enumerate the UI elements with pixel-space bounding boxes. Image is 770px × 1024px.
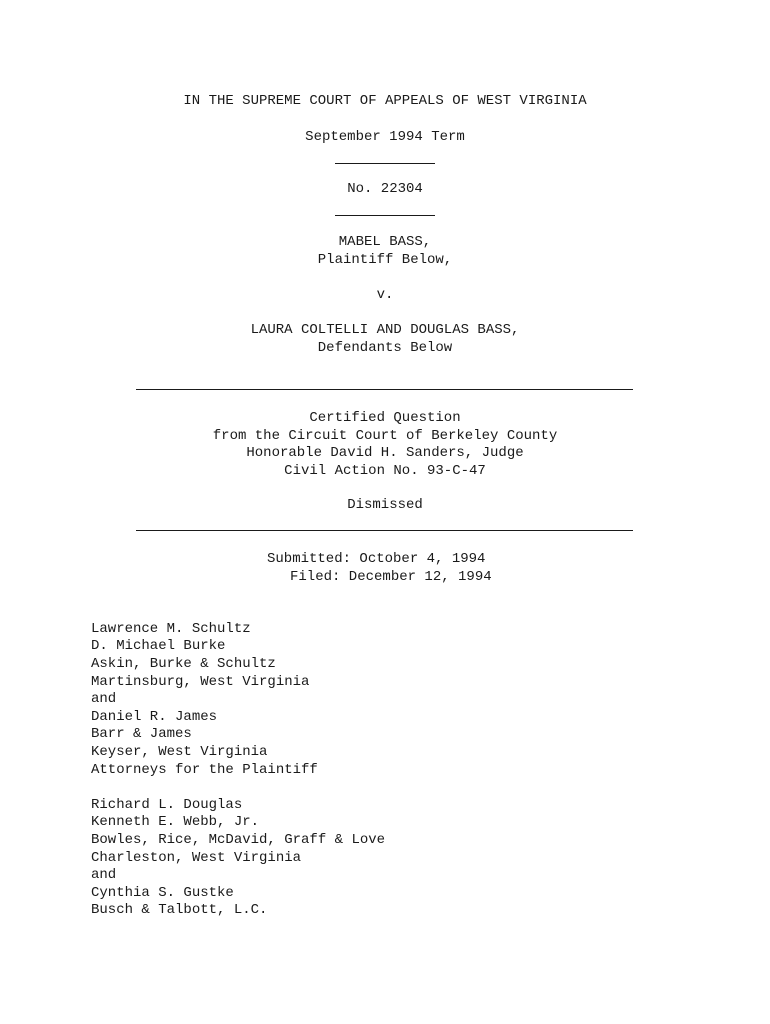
counsel-line: Attorneys for the Plaintiff	[91, 762, 318, 778]
counsel-line: Martinsburg, West Virginia	[91, 674, 310, 690]
proceeding-type: Certified Question	[309, 410, 461, 426]
counsel-line: Bowles, Rice, McDavid, Graff & Love	[91, 832, 386, 848]
counsel-line: D. Michael Burke	[91, 638, 226, 654]
disposition: Dismissed	[347, 497, 423, 513]
counsel-line: Daniel R. James	[91, 709, 218, 725]
submitted-date: Submitted: October 4, 1994	[267, 551, 486, 567]
counsel-line: and	[91, 867, 117, 883]
defendants-role: Defendants Below	[317, 340, 453, 356]
proceeding-judge: Honorable David H. Sanders, Judge	[246, 445, 524, 461]
plaintiff-name: MABEL BASS,	[338, 234, 432, 250]
counsel-line: Busch & Talbott, L.C.	[91, 902, 268, 918]
counsel-line: Richard L. Douglas	[91, 797, 243, 813]
counsel-line: Keyser, West Virginia	[91, 744, 268, 760]
court-name: IN THE SUPREME COURT OF APPEALS OF WEST VIRGINIA	[183, 93, 587, 109]
counsel-line: Cynthia S. Gustke	[91, 885, 234, 901]
filed-date: Filed: December 12, 1994	[290, 569, 492, 585]
term: September 1994 Term	[305, 129, 465, 145]
divider-long	[136, 530, 633, 531]
proceeding-court: from the Circuit Court of Berkeley County	[212, 428, 558, 444]
divider-short	[335, 163, 435, 164]
plaintiff-role: Plaintiff Below,	[317, 252, 453, 268]
counsel-line: Barr & James	[91, 726, 192, 742]
counsel-line: Charleston, West Virginia	[91, 850, 302, 866]
counsel-line: Askin, Burke & Schultz	[91, 656, 276, 672]
counsel-line: Kenneth E. Webb, Jr.	[91, 814, 260, 830]
case-number: No. 22304	[347, 181, 423, 197]
defendants-name: LAURA COLTELLI AND DOUGLAS BASS,	[250, 322, 520, 338]
divider-short	[335, 215, 435, 216]
versus: v.	[376, 287, 394, 303]
proceeding-action: Civil Action No. 93-C-47	[284, 463, 486, 479]
counsel-line: and	[91, 691, 117, 707]
counsel-line: Lawrence M. Schultz	[91, 621, 251, 637]
divider-long	[136, 389, 633, 390]
